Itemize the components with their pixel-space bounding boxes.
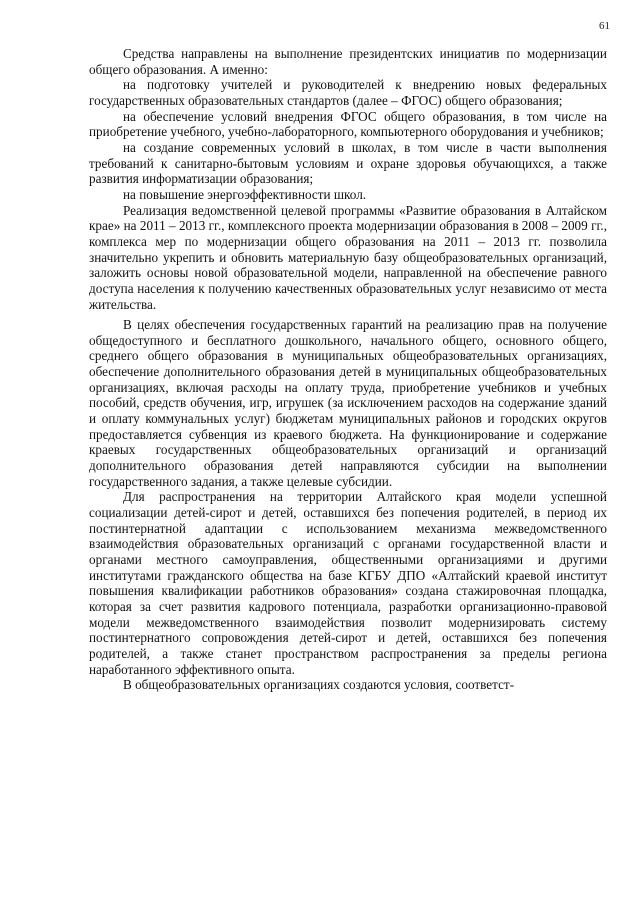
paragraph-state-guarantees: В целях обеспечения государственных гарантий на реализацию прав на получение общедоступного и бесплатного дошкольного, начального общего, основного общего, среднего общего образования в муниципальных общеобразовательных организациях, обеспечение дополнительного образования детей в муниципальных общеобразовательных организациях, включая расходы на оплату труда, приобретение учебников и учебных пособий, средств обучения, игр, игрушек (за исключением расходов на содержание зданий и оплату коммунальных услуг) бюджетам муниципальных районов и городских округов предоставляется субвенция из краевого бюджета. На функционирование и содержание краевых государственных общеобразовательных организаций и организаций дополнительного образования детей направляются субсидии на выполнении государственного задания, а также целевые субсидии. [89,317,607,489]
paragraph-teacher-training: на подготовку учителей и руководителей к внедрению новых федеральных государственных образовательных стандартов (далее – ФГОС) общего образования; [89,77,607,108]
paragraph-modern-conditions: на создание современных условий в школах, в том числе в части выполнения требований к санитарно-бытовым условиям и охране здоровья обучающихся, а также развития информатизации образования; [89,139,607,187]
paragraph-fgos-conditions: на обеспечение условий внедрения ФГОС общего образования, в том числе на приобретение учебного, учебно-лабораторного, компьютерного оборудования и учебников; [89,108,607,140]
paragraph-conditions: В общеобразовательных организациях создаются условия, соответст- [123,677,515,693]
paragraph-funding-intro: Средства направлены на выполнение президентских инициатив по модернизации общего образования. А именно: [89,46,607,77]
paragraph-program-implementation: Реализация ведомственной целевой программы «Развитие образования в Алтайском крае» на 2011 – 2013 гг., комплексного проекта модернизации образования в 2008 – 2009 гг., комплекса мер по модернизации общего образования на 2011 – 2013 гг. позволила значительно укрепить и обновить материальную базу общеобразовательных организаций, заложить основы новой образовательной модели, направленной на обеспечение равного доступа населения к получению качественных образовательных услуг независимо от места жительства. [89,202,607,312]
paragraph-energy-efficiency: на повышение энергоэффективности школ. [123,186,367,202]
paragraph-orphan-socialization: Для распространения на территории Алтайского края модели успешной социализации детей-сирот и детей, оставшихся без попечения родителей, в период их постинтернатной адаптации с использованием механизма межведомственного взаимодействия образовательных организаций с органами государственной власти и органами местного самоуправления, общественными организациями и другими институтами гражданского общества на базе КГБУ ДПО «Алтайский краевой институт повышения квалификации работников образования» создана стажировочная площадка, которая за счет развития кадрового потенциала, разработки организационно-правовой модели межведомственного взаимодействия позволит модернизировать систему постинтернатного сопровождения детей-сирот и детей, оставшихся без попечения родителей, а также станет пространством распространения за пределы региона наработанного эффективного опыта. [89,489,607,677]
page-number: 61 [599,20,610,32]
body-text [89,46,607,693]
